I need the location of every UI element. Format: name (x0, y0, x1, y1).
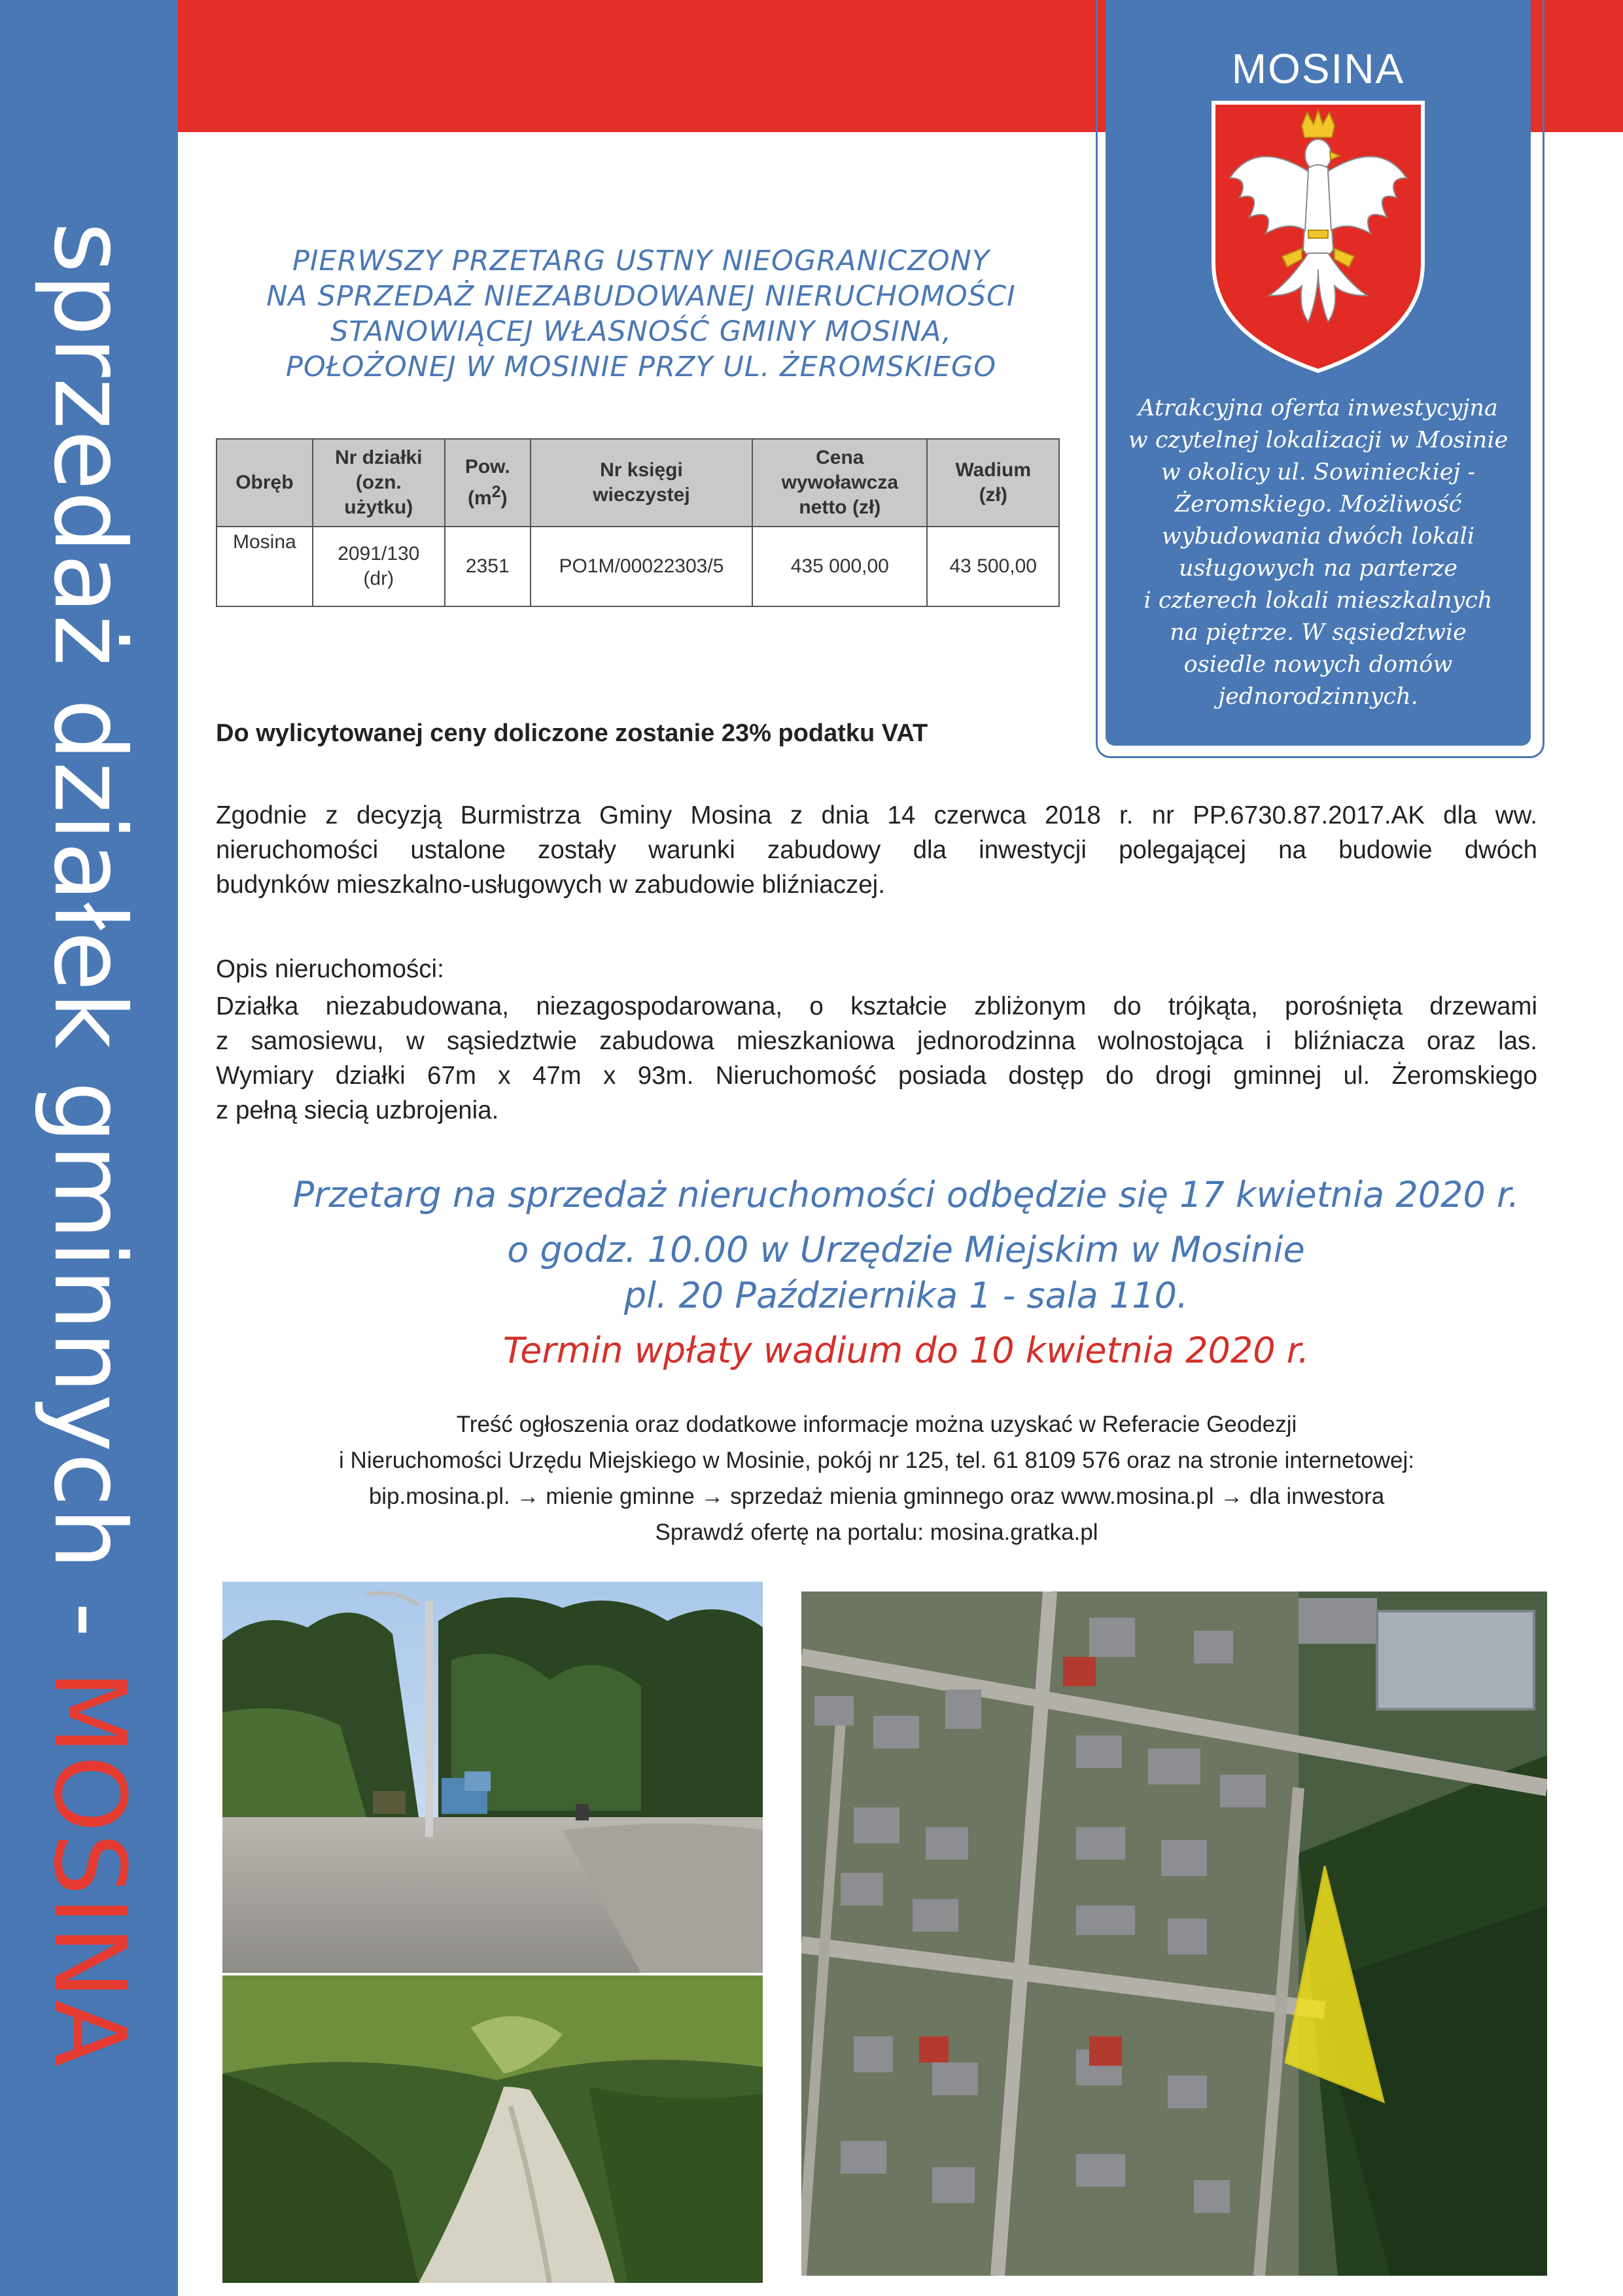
white-eagle-crest-icon (1210, 99, 1426, 374)
header-nr-dzialki: Nr działki (ozn. użytku) (313, 439, 445, 527)
offer-line: na piętrze. W sąsiedztwie (1170, 619, 1467, 646)
town-name: MOSINA (1231, 45, 1405, 92)
info-line: Treść ogłoszenia oraz dodatkowe informacje można uzyskać w Referacie Geodezji (456, 1412, 1297, 1437)
offer-line: w czytelnej lokalizacji w Mosinie (1128, 427, 1509, 453)
property-table (216, 438, 1060, 607)
offer-line: osiedle nowych domów (1183, 652, 1453, 678)
cell-wadium: 43 500,00 (927, 527, 1059, 606)
cell-ksiega: PO1M/00022303/5 (531, 527, 752, 606)
title-line: POŁOŻONEJ W MOSINIE PRZY UL. ŻEROMSKIEGO (285, 351, 997, 383)
description-line: z pełną siecią uzbrojenia. (216, 1096, 499, 1124)
offer-line: i czterech lokali mieszkalnych (1143, 587, 1493, 614)
cell-cena: 435 000,00 (752, 527, 927, 606)
announcement-place: o godz. 10.00 w Urzędzie Miejskim w Mosinie (507, 1229, 1305, 1270)
street-photo (222, 1582, 763, 1973)
title-line: NA SPRZEDAŻ NIEZABUDOWANEJ NIERUCHOMOŚCI (266, 280, 1016, 313)
offer-line: Żeromskiego. Możliwość (1174, 491, 1462, 517)
header-pow: Pow. $(m^2)$ (445, 439, 531, 527)
deposit-deadline: Termin wpłaty wadium do 10 kwietnia 2020 r. (502, 1330, 1310, 1371)
offer-description (1119, 392, 1518, 713)
cell-nr-dzialki: 2091/130 (dr) (313, 527, 445, 606)
offer-line: usługowych na parterze (1178, 555, 1458, 582)
contact-info (216, 1406, 1537, 1550)
cell-obreb: Mosina (217, 527, 313, 606)
aerial-map (801, 1592, 1547, 2276)
header-wadium: Wadium (zł) (927, 439, 1059, 527)
info-line: bip.mosina.pl. → mienie gminne → sprzedaż mienia gminnego oraz www.mosina.pl → dla inwestora (368, 1484, 1385, 1509)
header-ksiega: Nr księgi wieczystej (531, 439, 752, 527)
info-line: i Nieruchomości Urzędu Miejskiego w Mosinie, pokój nr 125, tel. 61 8109 576 oraz na stronie internetowej: (339, 1448, 1414, 1473)
description-line: Wymiary działki 67m x 47m x 93m. Nieruchomość posiada dostęp do drogi gminnej ul. Żeromskiego (216, 1062, 1537, 1090)
announcement-room: pl. 20 Października 1 - sala 110. (623, 1275, 1189, 1316)
offer-line: Atrakcyjna oferta inwestycyjna (1138, 395, 1498, 421)
title-line: STANOWIĄCEJ WŁASNOŚĆ GMINY MOSINA, (330, 315, 952, 348)
banner-text-main: sprzedaż działek gminnych - (32, 222, 146, 1670)
description-line: Działka niezabudowana, niezagospodarowana, o kształcie zbliżonym do trójkąta, porośnięta drzewami (216, 992, 1537, 1020)
info-line: Sprawdź ofertę na portalu: mosina.gratka.pl (655, 1520, 1098, 1545)
table-row (217, 527, 1059, 606)
table-header-row (217, 439, 1059, 527)
decision-line: Zgodnie z decyzją Burmistrza Gminy Mosina z dnia 14 czerwca 2018 r. nr PP.6730.87.2017.AK dla ww. (216, 801, 1537, 829)
description-heading: Opis nieruchomości: (216, 955, 444, 983)
offer-line: jednorodzinnych. (1218, 684, 1418, 710)
description-line: z samosiewu, w sąsiedztwie zabudowa mieszkaniowa jednorodzinna wolnostojąca i bliźniacza oraz las. (216, 1027, 1537, 1055)
forest-path-photo (222, 1975, 763, 2283)
header-cena: Cena wywoławcza netto (zł) (752, 439, 927, 527)
offer-line: wybudowania dwóch lokali (1161, 523, 1475, 549)
vat-note: Do wylicytowanej ceny doliczone zostanie 23% podatku VAT (216, 720, 928, 747)
vertical-banner-text (32, 222, 146, 2068)
announcement-date: Przetarg na sprzedaż nieruchomości odbędzie się 17 kwietnia 2020 r. (292, 1174, 1520, 1215)
decision-line: nieruchomości ustalone zostały warunki zabudowy dla inwestycji polegającej na budowie dwóch (216, 836, 1537, 864)
decision-paragraph (216, 798, 1537, 902)
decision-line: budynków mieszkalno-usługowych w zabudowie bliźniaczej. (216, 871, 885, 899)
offer-line: w okolicy ul. Sowinieckiej - (1161, 459, 1476, 485)
banner-text-town: MOSINA (32, 1669, 146, 2068)
header-obreb: Obręb (217, 439, 313, 527)
auction-title (190, 243, 1092, 385)
description-paragraph (216, 989, 1537, 1128)
cell-pow: 2351 (445, 527, 531, 606)
title-line: PIERWSZY PRZETARG USTNY NIEOGRANICZONY (292, 245, 990, 277)
